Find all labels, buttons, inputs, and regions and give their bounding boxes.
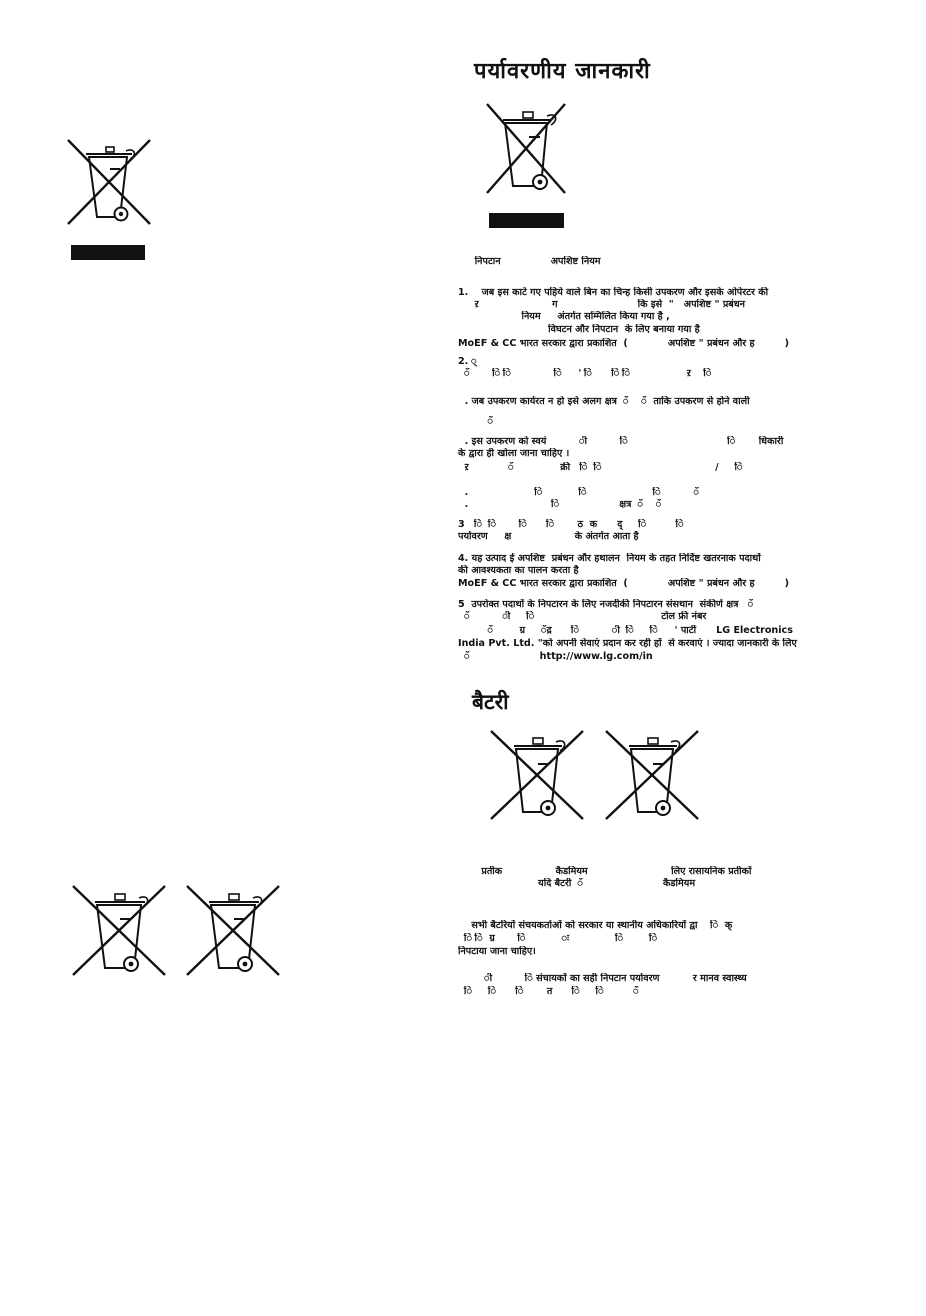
paragraph-3-line: 3 ि ि ि ि ठ क द् ि ि bbox=[458, 519, 684, 530]
paragraph-2-line: . जब उपकरण कार्यरत न हो इसे अलग क्षत्र ॅ ॅ ताकि उपकरण से होने वाली bbox=[458, 396, 750, 407]
paragraph-2-line: . ि ि ि ॅ bbox=[458, 487, 699, 498]
paragraph-4-line: 4. यह उत्पाद ई अपशिष्ट प्रबंधन और हथालन नियम के तहत निर्दिष्ट खतरनाक पदार्थो bbox=[458, 553, 761, 564]
battery-paragraph-3-line: ी ि संचायकों का सही निपटान पर्यावरण र मानव स्वास्थ्य bbox=[458, 973, 747, 984]
battery-paragraph-2-line: सभी बैटरियों संचयकर्ताओं को सरकार या स्थानीय अधिकारियों द्वा ि क् bbox=[458, 920, 733, 931]
paragraph-2-line: . ि क्षत्र ॅ ॅ bbox=[458, 499, 662, 510]
battery-paragraph-1-line: यदि बैटरी ॅ कैडमियम bbox=[458, 878, 696, 889]
weee-bin-icon bbox=[64, 137, 154, 227]
battery-bin-icon bbox=[488, 728, 586, 822]
weee-bar bbox=[71, 245, 145, 260]
paragraph-3-line: पर्यावरण क्ष के अंतर्गत आता है bbox=[458, 531, 639, 542]
battery-paragraph-2-line: निपटाया जाना चाहिए। bbox=[458, 946, 536, 957]
paragraph-2-line: ऱ ॅ क्री ि ि / ि bbox=[458, 462, 743, 473]
battery-bin-icon bbox=[603, 728, 701, 822]
paragraph-2-line: के द्वारा ही खोला जाना चाहिए । bbox=[458, 448, 570, 459]
paragraph-4-line: MoEF & CC भारत सरकार द्वारा प्रकाशित ( अपशिष्ट " प्रबंधन और ह ) bbox=[458, 578, 790, 589]
paragraph-4-line: की आवश्यकता का पालन करता है bbox=[458, 565, 579, 576]
intro-line: निपटान अपशिष्ट नियम bbox=[458, 256, 601, 267]
page-title: पर्यावरणीय जानकारी bbox=[474, 59, 651, 84]
paragraph-2-line: . इस उपकरण को स्वयं ी ि ि धिकारी bbox=[458, 436, 784, 447]
paragraph-5-line: ॅ ी ि टोल फ्री नंबर bbox=[458, 611, 707, 622]
paragraph-5-line: ॅ ग्र ॅद्र ि ी ि ि ' पार्टी LG Electronics bbox=[458, 625, 793, 636]
paragraph-2-line: 2. ् bbox=[458, 356, 477, 367]
battery-paragraph-3-line: ि ि ि त ि ि ॅ bbox=[458, 986, 639, 997]
battery-paragraph-2-line: ि ि ग्र ि ः ि ि bbox=[458, 933, 658, 944]
battery-bin-icon bbox=[69, 882, 169, 978]
paragraph-2-line: ॅ bbox=[458, 416, 493, 427]
weee-bar bbox=[489, 213, 564, 228]
battery-bin-icon bbox=[183, 882, 283, 978]
paragraph-1-line: 1. जब इस काटे गए पहिये वाले बिन का चिन्ह किसी उपकरण और इसके ओपेरटर की bbox=[458, 287, 769, 298]
paragraph-2-line: ॅ ि ि ि ' ि ि ि ऱ ि bbox=[458, 368, 712, 379]
paragraph-1-line: नियम अंतर्गत सम्मिलित किया गया है , bbox=[458, 311, 670, 322]
paragraph-5-line: 5 उपरोक्त पदार्थो के निपटारन के लिए नजदीकी निपटारन संसथान संकीर्ण क्षत्र ॅ bbox=[458, 599, 754, 610]
battery-paragraph-1-line: प्रतीक कैडमियम लिए रासायनिक प्रतीकों bbox=[458, 866, 752, 877]
lg-website-link[interactable]: ॅ http://www.lg.com/in bbox=[458, 651, 653, 662]
paragraph-1-line: ऱ ग कि इसे " अपशिष्ट " प्रबंधन bbox=[458, 299, 745, 310]
battery-heading: बैटरी bbox=[472, 690, 509, 714]
paragraph-5-line: India Pvt. Ltd. "को अपनी सेवाएं प्रदान कर रही हों से करवाएं । ज्यादा जानकारी के लिए bbox=[458, 638, 797, 649]
paragraph-1-line: विघटन और निपटान के लिए बनाया गया है bbox=[458, 324, 700, 335]
paragraph-1-line: MoEF & CC भारत सरकार द्वारा प्रकाशित ( अपशिष्ट " प्रबंधन और ह ) bbox=[458, 338, 790, 349]
weee-bin-icon bbox=[483, 100, 569, 196]
